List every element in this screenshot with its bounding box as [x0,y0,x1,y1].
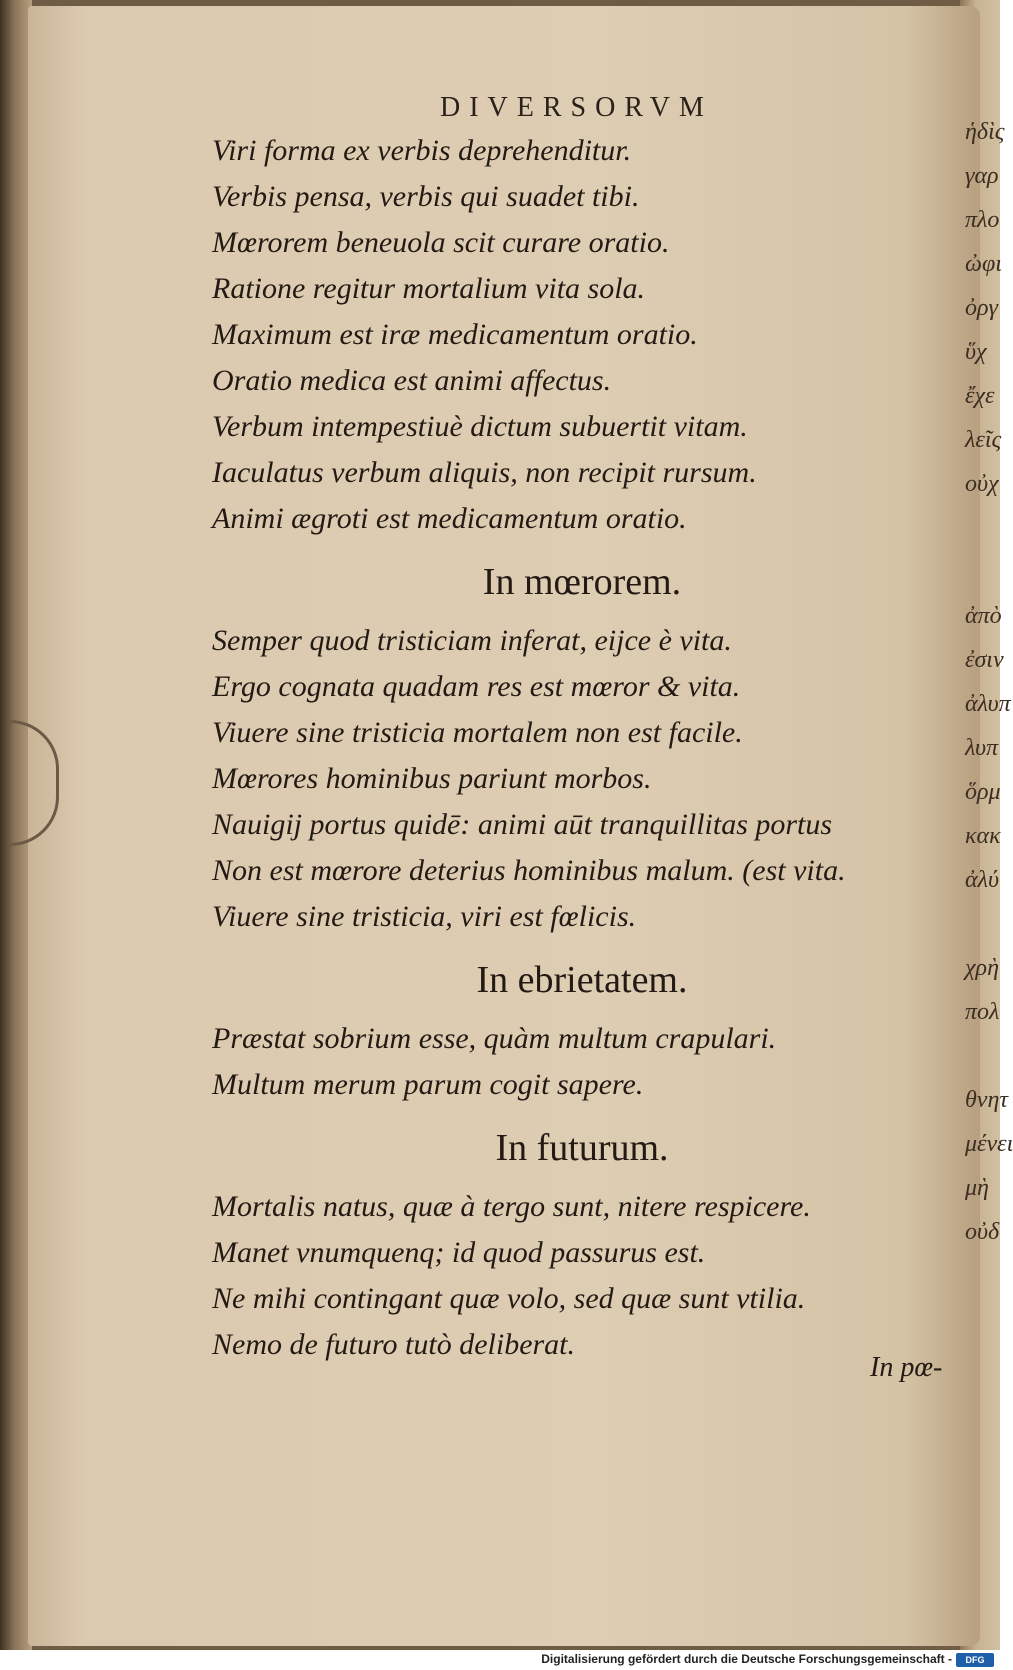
verse-line: Semper quod tristiciam inferat, eijce è vita. [212,624,732,657]
verse-line: Ne mihi contingant quæ volo, sed quæ sunt vtilia. [212,1282,806,1315]
next-page-fragment: ἡδὶς γαρ πλο ὠφι ὀργ ὕχ ἔχε λεῖς οὐχ ἀπὸ ἐσιν ἀλυπ λυπ ὅρμ κακ ἀλύ χρὴ πολ θνητ μένει μὴ οὐδ [965,119,1013,1245]
verse-line: Verbis pensa, verbis qui suadet tibi. [212,180,640,213]
verse-line: Maximum est iræ medicamentum oratio. [212,318,698,351]
verse-line: Viri forma ex verbis deprehenditur. [212,134,632,167]
section-intro [212,128,952,542]
section-in-ebrietatem [212,940,952,1108]
verse-line: Multum merum parum cogit sapere. [212,1068,644,1101]
verse-line: Præstat sobrium esse, quàm multum crapulari. [212,1022,777,1055]
verse-line: Nauigij portus quidē: animi aūt tranquillitas portus [212,808,833,841]
verse-line: Oratio medica est animi affectus. [212,364,612,397]
section-in-moerorem [212,542,952,940]
verse-line: Animi ægroti est medicamentum oratio. [212,502,687,535]
verse-line: Mœrores hominibus pariunt morbos. [212,762,652,795]
verse-line: Non est mœrore deterius hominibus malum. (est vita. [212,854,846,887]
text-block [212,128,952,1368]
section-in-futurum [212,1108,952,1368]
verse-line: Mortalis natus, quæ à tergo sunt, nitere respicere. [212,1190,811,1223]
catchword: In pœ- [870,1352,943,1383]
verse-line: Ergo cognata quadam res est mœror & vita. [212,670,741,703]
digitization-footer [0,1650,1000,1670]
running-head: DIVERSORVM [440,92,713,123]
verse-line: Mœrorem beneuola scit curare oratio. [212,226,670,259]
verse-line: Viuere sine tristicia, viri est fœlicis. [212,900,637,933]
verse-line: Nemo de futuro tutò deliberat. [212,1328,576,1361]
footer-credit: Digitalisierung gefördert durch die Deutsche Forschungsgemeinschaft - [541,1652,952,1666]
verse-line: Viuere sine tristicia mortalem non est facile. [212,716,743,749]
verse-line: Manet vnumquenq; id quod passurus est. [212,1236,706,1269]
verse-line: Verbum intempestiuè dictum subuertit vitam. [212,410,748,443]
verse-line: Ratione regitur mortalium vita sola. [212,272,646,305]
section-heading: In mœrorem. [482,561,682,603]
section-heading: In ebrietatem. [476,959,688,1001]
verse-line: Iaculatus verbum aliquis, non recipit rursum. [212,456,757,489]
dfg-logo-icon: DFG [956,1653,994,1667]
section-heading: In futurum. [495,1127,669,1169]
